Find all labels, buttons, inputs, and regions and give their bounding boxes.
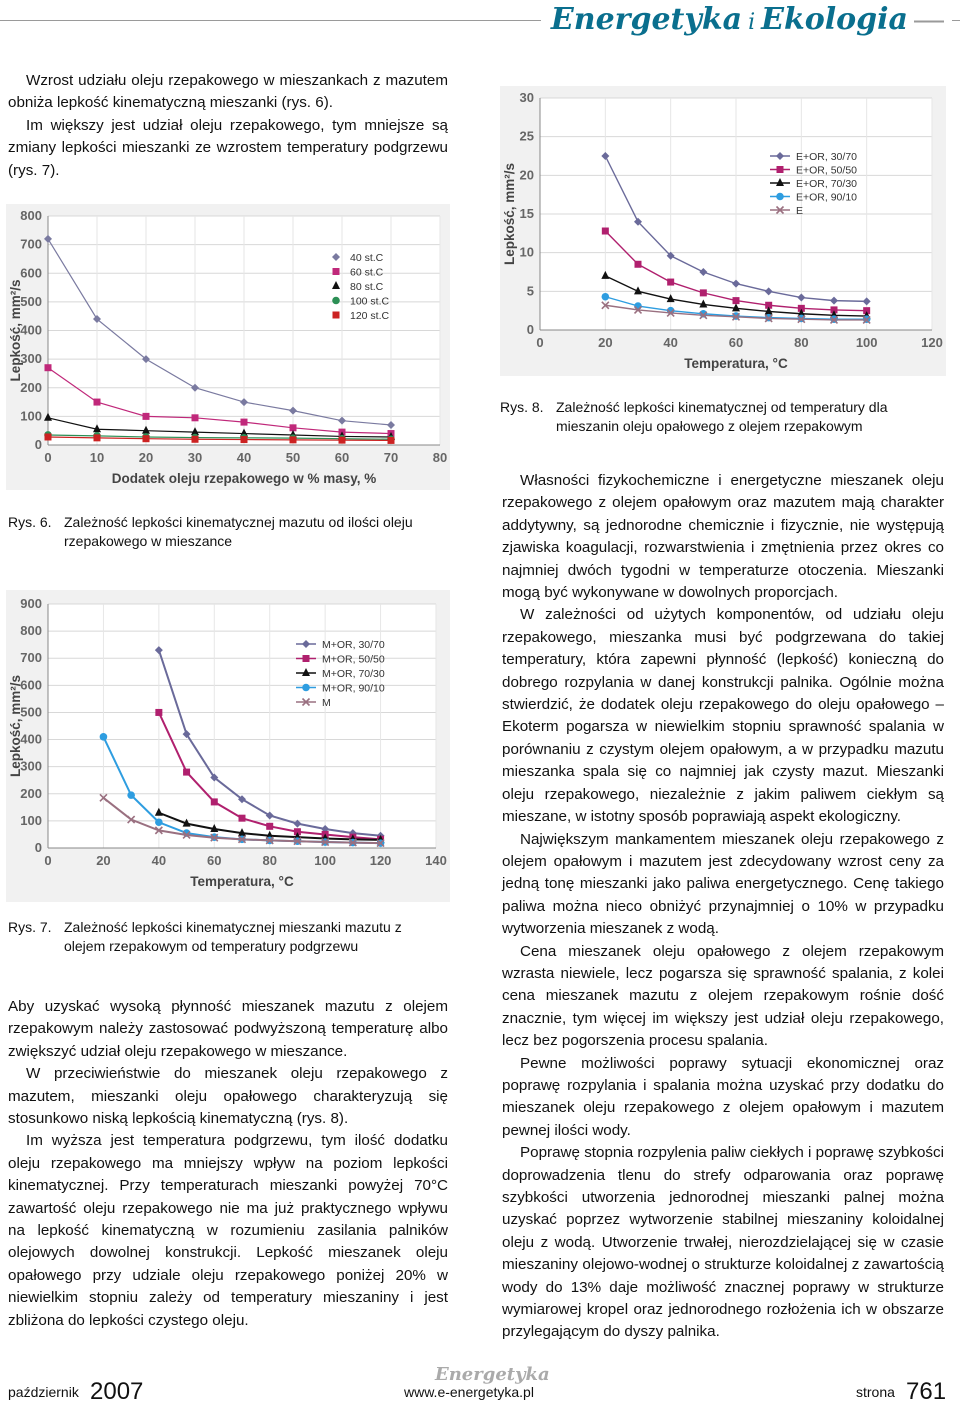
x-tick-label: 20 — [96, 853, 111, 868]
y-tick-label: 25 — [519, 128, 534, 144]
data-point — [634, 302, 642, 310]
x-tick-label: 0 — [536, 335, 544, 350]
data-point — [127, 791, 135, 799]
legend-label: E — [796, 205, 804, 217]
legend-label: M+OR, 90/10 — [322, 682, 385, 695]
legend-label: M+OR, 70/30 — [322, 668, 385, 680]
data-point — [192, 414, 199, 421]
data-point — [211, 798, 218, 805]
data-point — [339, 437, 346, 444]
x-tick-label: 120 — [921, 335, 943, 350]
data-point — [100, 733, 108, 741]
chart-rys6 — [6, 204, 450, 490]
x-tick-label: 40 — [663, 335, 678, 350]
legend-marker — [333, 268, 340, 275]
data-point — [700, 289, 707, 296]
x-tick-label: 100 — [314, 853, 336, 868]
chart-rys6-svg — [6, 204, 450, 490]
x-tick-label: 40 — [236, 450, 252, 465]
legend-label: M+OR, 50/50 — [322, 653, 385, 666]
y-tick-label: 700 — [20, 236, 42, 252]
body-paragraph: W zależności od użytych komponentów, od udziału oleju rzepakowego, mieszanka musi być podgrzewana do takiej temperatury, która zapewni płynność (lepkość) konieczną do dobrego rozpylania w danej konstrukcji palnika. Ogólnie można stwierdzić, że dodatek oleju rzepakowego do oleju opałowego – Ekoterm pogarsza w niewielkim stopniu sprawność spalania w porównaniu z czystym olejem opałowym, a w przypadku mazutu mieszanka spala się co najmniej jak czysty mazut. Mieszanki oleju rzepakowego, niezależnie z jakim paliwem ciekłym są mieszane, w istotny sposób poprawiają aspekt ekologiczny. — [502, 606, 944, 826]
body-paragraph: Pewne możliwości poprawy sytuacji ekonomicznej oraz poprawę rozpylania i spalania można uzyskać przy dodatku do mieszanek oleju rzepakowego z olejem opałowym i mazutem pewnej ilości wody. — [502, 1054, 944, 1139]
x-tick-label: 20 — [138, 450, 154, 465]
body-paragraph: Własności fizykochemiczne i energetyczne mieszanek oleju rzepakowego z olejem opałowym oraz mazutem mają charakter addytywny, są jednorodne chemicznie i fizycznie, nie występują zjawiska koagulacji, rozwarstwienia i zmętnienia przez okres co najmniej dwóch tygodni w temperaturze otoczenia. Mieszanki mogą być wykonywane w dowolnych proporcjach. — [502, 472, 944, 602]
footer-logo: Energetyka — [435, 1364, 550, 1385]
x-tick-label: 120 — [369, 853, 392, 868]
caption-label: Rys. 7. — [8, 919, 52, 935]
y-axis-label: Lepkość, mm²/s — [8, 674, 23, 778]
y-tick-label: 700 — [20, 650, 42, 666]
data-point — [94, 399, 101, 406]
y-tick-label: 500 — [20, 704, 42, 720]
caption-text: Zależność lepkości kinematycznej mieszanki mazutu z olejem rzepakowym od temperatury podgrzewu — [64, 919, 402, 954]
data-point — [192, 436, 199, 443]
footer-page-number: 761 — [906, 1378, 947, 1405]
y-axis-label: Lepkość, mm²/s — [502, 162, 517, 266]
y-axis-label: Lepkość, mm²/s — [8, 279, 23, 382]
caption-label: Rys. 8. — [500, 399, 544, 415]
data-point — [667, 279, 674, 286]
y-tick-label: 20 — [519, 167, 534, 183]
body-paragraph: Cena mieszanek oleju opałowego z olejem rzepakowym wzrasta niewiele, lecz pogarsza się sprawność spalania, z kolei cena mieszanek mazutu z olejem rzepakowym rośnie dość znacznie, tym więcej im większy jest udział oleju rzepakowego, lecz bez pogorszenia procesu spalania. — [502, 942, 944, 1050]
x-tick-label: 140 — [425, 853, 447, 868]
data-point — [155, 818, 163, 826]
data-point — [45, 364, 52, 371]
x-tick-label: 70 — [383, 450, 399, 465]
legend-marker — [777, 166, 784, 173]
caption-rys6 — [8, 513, 448, 551]
body-paragraph: W przeciwieństwie do mieszanek oleju rzepakowego z mazutem, mieszanki oleju opałowego charakteryzują się stosunkowo niską lepkością kinematyczną (rys. 8). — [8, 1065, 448, 1128]
caption-text: Zależność lepkości kinematycznej od temperatury dla mieszanin oleju opałowego z olejem rzepakowym — [556, 399, 888, 434]
data-point — [155, 709, 162, 716]
data-point — [241, 436, 248, 443]
data-point — [290, 436, 297, 443]
footer-month: październik — [8, 1384, 79, 1400]
data-point — [239, 815, 246, 822]
y-tick-label: 600 — [20, 265, 42, 281]
x-tick-label: 80 — [262, 853, 277, 868]
intro-text — [8, 70, 448, 182]
brand-conj: i — [748, 10, 756, 35]
data-point — [266, 823, 273, 830]
x-tick-label: 60 — [334, 450, 350, 465]
legend-marker — [776, 193, 784, 201]
data-point — [94, 434, 101, 441]
body-paragraph: Aby uzyskać wysoką płynność mieszanek mazutu z olejem rzepakowym należy zastosować podwyższoną temperaturę albo zwiększyć udział oleju rzepakowego w mieszance. — [8, 998, 448, 1060]
x-axis-label: Temperatura, °C — [684, 356, 788, 371]
legend-label: E+OR, 50/50 — [796, 164, 857, 177]
data-point — [183, 769, 190, 776]
y-tick-label: 400 — [20, 322, 42, 338]
legend-label: E+OR, 30/70 — [796, 151, 857, 163]
legend-label: 80 st.C — [350, 281, 384, 293]
intro-paragraph: Im większy jest udział oleju rzepakowego, tym mniejsze są zmiany lepkości mieszanki ze wzrostem temperatury podgrzewu (rys. 7). — [8, 116, 448, 179]
footer-page-label: strona — [856, 1384, 895, 1400]
caption-text: Zależność lepkości kinematycznej mazutu od ilości oleju rzepakowego w mieszance — [64, 514, 413, 549]
x-tick-label: 30 — [187, 450, 203, 465]
y-tick-label: 200 — [20, 379, 42, 395]
legend-label: E+OR, 90/10 — [796, 191, 857, 204]
legend-label: 40 st.C — [350, 252, 384, 264]
x-tick-label: 100 — [855, 335, 878, 350]
legend-label: M+OR, 30/70 — [322, 639, 385, 651]
body-paragraph: Poprawę stopnia rozpylenia paliw ciekłych i poprawę szybkości doprowadzenia tlenu do strefy odparowania oraz poprawę szybkości utworzenia jednorodnej mieszanki palnej można uzyskać poprzez wytworzenie stabilnej mieszaniny koloidalnej oleju z wodą. Utworzenie trwałej, nierozdzielającej się w czasie mieszaniny olejowo-wodnej o strukturze koloidalnej z zawartością wody do 13% daje możliwość znacznej poprawy w strukturze wymiarowej kropel oraz jednorodnego rozłożenia ich w obszarze przylegającym do dyszy palnika. — [502, 1144, 944, 1341]
footer — [0, 1378, 960, 1414]
y-tick-label: 30 — [519, 90, 534, 105]
x-tick-label: 50 — [285, 450, 301, 465]
y-tick-label: 400 — [20, 731, 42, 747]
data-point — [733, 297, 740, 304]
y-tick-label: 300 — [20, 758, 42, 774]
data-point — [45, 433, 52, 440]
data-point — [241, 419, 248, 426]
x-tick-label: 0 — [44, 853, 52, 868]
chart-rys7 — [6, 590, 450, 902]
footer-year: 2007 — [90, 1378, 144, 1405]
brand-logo: Energetyka i Ekologia — — [541, 0, 952, 40]
body-paragraph: Im wyższa jest temperatura podgrzewu, tym ilość dodatku oleju rzepakowego ma mniejszy wpływ na poziom lepkości kinematycznej. Przy temperaturach mieszanki powyżej 70°C zawartość oleju rzepakowego nie ma już praktycznego wpływu na lepkość kinematyczną w rozumieniu zasilania palników olejowych dowolnej konstrukcji. Lepkość mieszanek oleju opałowego przy udziale oleju rzepakowego poniżej 20% w niewielkim stopniu zależy od temperatury mieszaniny i jest zbliżona do lepkości czystego oleju. — [8, 1132, 448, 1329]
legend-label: 60 st.C — [350, 266, 384, 279]
x-tick-label: 20 — [598, 335, 613, 350]
x-tick-label: 60 — [207, 853, 222, 868]
legend-label: 120 st.C — [350, 310, 390, 322]
data-point — [143, 413, 150, 420]
legend-marker — [303, 655, 310, 662]
y-tick-label: 0 — [526, 322, 534, 337]
y-tick-label: 5 — [526, 283, 534, 299]
y-tick-label: 0 — [34, 840, 42, 855]
x-tick-label: 80 — [794, 335, 809, 350]
legend-marker — [333, 312, 340, 319]
y-tick-label: 800 — [20, 623, 42, 639]
y-tick-label: 200 — [20, 785, 42, 801]
chart-rys8 — [500, 86, 946, 376]
data-point — [388, 437, 395, 444]
x-axis-label: Dodatek oleju rzepakowego w % masy, % — [111, 471, 377, 486]
x-axis-label: Temperatura, °C — [190, 874, 294, 889]
y-tick-label: 100 — [20, 408, 42, 424]
brand-main: Energetyka — [550, 2, 743, 37]
y-tick-label: 600 — [20, 677, 42, 693]
caption-rys8 — [500, 398, 945, 436]
brand-second: Ekologia — [761, 2, 908, 37]
y-tick-label: 900 — [20, 596, 42, 611]
x-tick-label: 40 — [151, 853, 167, 868]
x-tick-label: 10 — [89, 450, 105, 465]
footer-url: www.e-energetyka.pl — [404, 1384, 534, 1400]
data-point — [602, 228, 609, 235]
legend-label: E+OR, 70/30 — [796, 178, 857, 190]
body-paragraph: Największym mankamentem mieszanek oleju rzepakowego z olejem opałowym i mazutem jest zdecydowany wzrost ceny za jedną tonę mieszanki jako paliwa energetycznego. Cenę takiego paliwa można nieco obniżyć przynajmniej o 10% w przypadku wytworzenia mieszanek z wodą. — [502, 830, 944, 938]
data-point — [143, 435, 150, 442]
x-tick-label: 60 — [728, 335, 744, 350]
y-tick-label: 10 — [519, 244, 534, 260]
intro-paragraph: Wzrost udziału oleju rzepakowego w mieszankach z mazutem obniża lepkość kinematyczną mieszanki (rys. 6). — [8, 72, 448, 112]
x-tick-label: 80 — [432, 450, 448, 465]
data-point — [602, 293, 610, 301]
legend-label: 100 st.C — [350, 295, 390, 308]
caption-rys7 — [8, 918, 448, 956]
legend-marker — [332, 297, 340, 305]
legend-label: M — [322, 697, 331, 709]
data-point — [635, 261, 642, 268]
y-tick-label: 300 — [20, 351, 42, 367]
y-tick-label: 15 — [519, 206, 534, 221]
x-tick-label: 0 — [44, 450, 52, 465]
caption-label: Rys. 6. — [8, 514, 52, 530]
y-tick-label: 0 — [34, 437, 42, 452]
y-tick-label: 500 — [20, 293, 42, 309]
left-body — [8, 996, 448, 1332]
y-tick-label: 100 — [20, 812, 42, 828]
chart-rys8-svg — [500, 86, 946, 376]
right-body — [502, 470, 944, 1344]
y-tick-label: 800 — [20, 208, 42, 223]
legend-marker — [302, 684, 310, 692]
chart-rys7-svg — [6, 590, 450, 902]
